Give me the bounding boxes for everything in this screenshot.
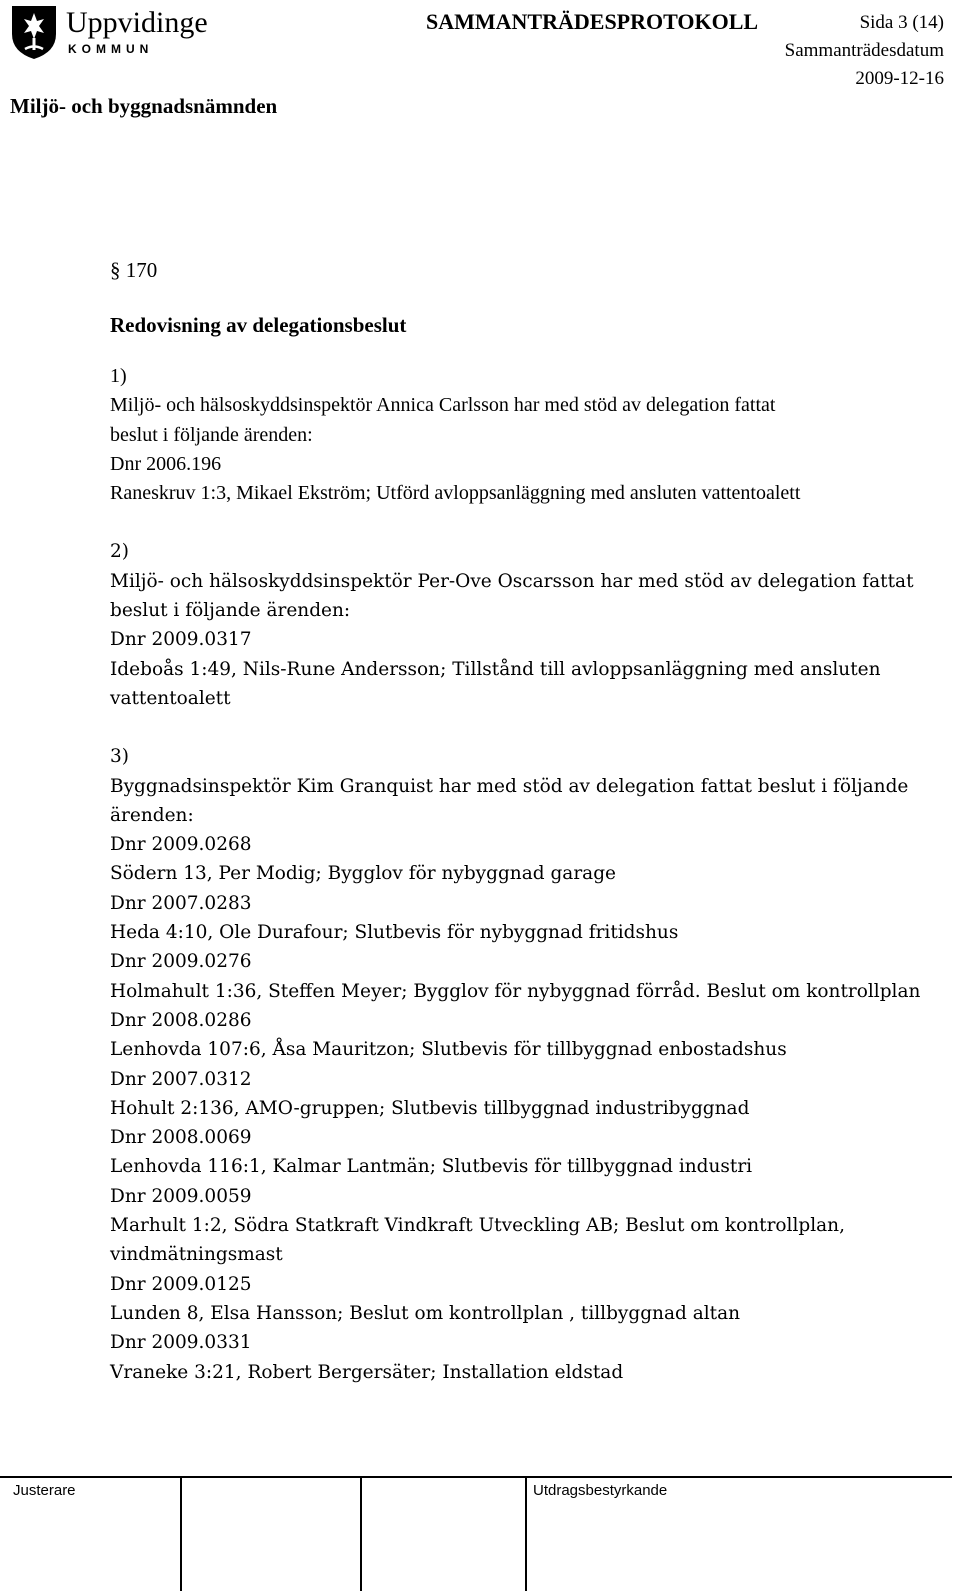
footer-column-divider (180, 1478, 182, 1591)
case-number: Dnr 2009.0317 (110, 629, 252, 651)
case-number: Dnr 2009.0331 (110, 1332, 252, 1354)
case-description: Lenhovda 107:6, Åsa Mauritzon; Slutbevis för tillbyggnad enbostadshus (110, 1039, 787, 1061)
case-number: Dnr 2008.0286 (110, 1009, 252, 1031)
meeting-date: 2009-12-16 (855, 68, 944, 89)
block-intro-line: ärenden: (110, 804, 194, 826)
logo-name: Uppvidinge (66, 6, 208, 39)
page-number: Sida 3 (14) (859, 12, 944, 33)
signature-footer (0, 1476, 960, 1591)
block-intro-line: Miljö- och hälsoskyddsinspektör Annica Carlsson har med stöd av delegation fattat (110, 394, 776, 417)
case-description: Lunden 8, Elsa Hansson; Beslut om kontrollplan , tillbyggnad altan (110, 1302, 741, 1324)
block-intro-line: beslut i följande ärenden: (110, 423, 313, 446)
logo-subtitle: KOMMUN (68, 42, 154, 56)
case-number: Dnr 2007.0312 (110, 1068, 252, 1090)
case-description: vattentoalett (110, 687, 231, 709)
paragraph-number: § 170 (110, 258, 158, 282)
case-description: Heda 4:10, Ole Durafour; Slutbevis för nybyggnad fritidshus (110, 922, 679, 944)
block-number: 2) (110, 541, 129, 563)
decision-block-2 (110, 537, 950, 713)
decision-block-1 (110, 362, 950, 508)
case-description: Vraneke 3:21, Robert Bergersäter; Installation eldstad (110, 1361, 624, 1383)
meeting-date-label: Sammanträdesdatum (784, 40, 944, 61)
committee-name: Miljö- och byggnadsnämnden (10, 94, 278, 118)
case-description: Hohult 2:136, AMO-gruppen; Slutbevis tillbyggnad industribyggnad (110, 1097, 750, 1119)
municipality-logo (10, 4, 210, 62)
case-number: Dnr 2007.0283 (110, 892, 252, 914)
protocol-title: SAMMANTRÄDESPROTOKOLL (426, 9, 759, 34)
case-number: Dnr 2009.0059 (110, 1185, 252, 1207)
footer-column-divider (360, 1478, 362, 1591)
case-number: Dnr 2008.0069 (110, 1127, 252, 1149)
case-description: Ideboås 1:49, Nils-Rune Andersson; Tillstånd till avloppsanläggning med ansluten (110, 658, 881, 680)
block-number: 1) (110, 365, 127, 387)
footer-divider (0, 1476, 952, 1478)
block-number: 3) (110, 746, 129, 768)
protocol-body (110, 258, 950, 1387)
block-intro-line: Miljö- och hälsoskyddsinspektör Per-Ove Oscarsson har med stöd av delegation fattat (110, 570, 914, 592)
footer-column-divider (525, 1478, 527, 1591)
case-description: Holmahult 1:36, Steffen Meyer; Bygglov för nybyggnad förråd. Beslut om kontrollplan (110, 980, 921, 1002)
block-intro-line: Byggnadsinspektör Kim Granquist har med stöd av delegation fattat beslut i följande (110, 775, 909, 797)
decision-block-3 (110, 742, 950, 1387)
case-description: Raneskruv 1:3, Mikael Ekström; Utförd avloppsanläggning med ansluten vattentoalett (110, 482, 801, 505)
case-description: Marhult 1:2, Södra Statkraft Vindkraft Utveckling AB; Beslut om kontrollplan, (110, 1215, 845, 1237)
case-description: Lenhovda 116:1, Kalmar Lantmän; Slutbevis för tillbyggnad industri (110, 1156, 753, 1178)
block-intro-line: beslut i följande ärenden: (110, 600, 351, 622)
case-number: Dnr 2009.0125 (110, 1273, 252, 1295)
case-number: Dnr 2009.0268 (110, 834, 252, 856)
case-number: Dnr 2009.0276 (110, 951, 252, 973)
case-description: vindmätningsmast (110, 1244, 283, 1266)
coat-of-arms-icon (10, 4, 58, 60)
case-number: Dnr 2006.196 (110, 452, 222, 475)
section-title: Redovisning av delegationsbeslut (110, 313, 407, 337)
case-description: Södern 13, Per Modig; Bygglov för nybyggnad garage (110, 863, 617, 885)
utdragsbestyrkande-label: Utdragsbestyrkande (533, 1482, 668, 1499)
justerare-label: Justerare (13, 1482, 76, 1499)
